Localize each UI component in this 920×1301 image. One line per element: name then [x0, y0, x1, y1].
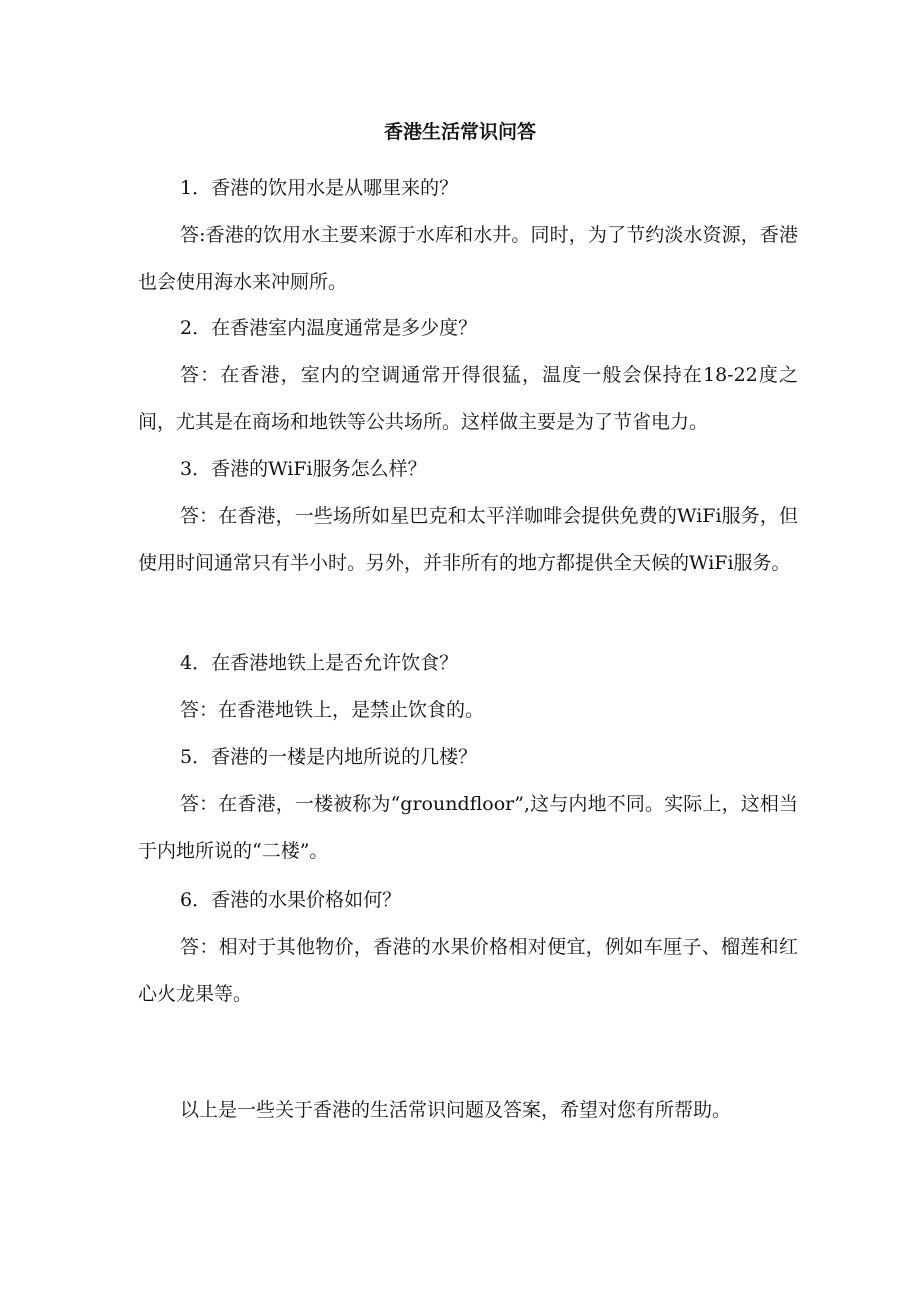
question-5: 5．香港的一楼是内地所说的几楼？ — [180, 746, 478, 768]
closing-text: 以上是一些关于香港的生活常识问题及答案，希望对您有所帮助。 — [180, 1099, 732, 1121]
question-1: 1．香港的饮用水是从哪里来的？ — [180, 177, 459, 199]
question-4: 4．在香港地铁上是否允许饮食？ — [180, 652, 459, 674]
answer-5: 答：在香港，一楼被称为“groundfloor”,这与内地不同。实际上，这相当于内地所说的“二楼”。 — [138, 793, 798, 862]
answer-3: 答：在香港，一些场所如星巴克和太平洋咖啡会提供免费的WiFi服务，但使用时间通常只有半小时。另外，并非所有的地方都提供全天候的WiFi服务。 — [138, 505, 798, 574]
answer-2: 答：在香港，室内的空调通常开得很猛，温度一般会保持在18-22度之间，尤其是在商场和地铁等公共场所。这样做主要是为了节省电力。 — [138, 364, 798, 433]
page-title: 香港生活常识问答 — [383, 121, 536, 143]
answer-4: 答：在香港地铁上，是禁止饮食的。 — [180, 699, 485, 721]
question-2: 2．在香港室内温度通常是多少度？ — [180, 317, 478, 339]
answer-1: 答:香港的饮用水主要来源于水库和水井。同时，为了节约淡水资源，香港也会使用海水来冲厕所。 — [138, 224, 798, 293]
answer-6: 答：相对于其他物价，香港的水果价格相对便宜，例如车厘子、榴莲和红心火龙果等。 — [138, 936, 798, 1005]
question-3: 3．香港的WiFi服务怎么样？ — [180, 458, 427, 480]
question-6: 6．香港的水果价格如何？ — [180, 889, 402, 911]
